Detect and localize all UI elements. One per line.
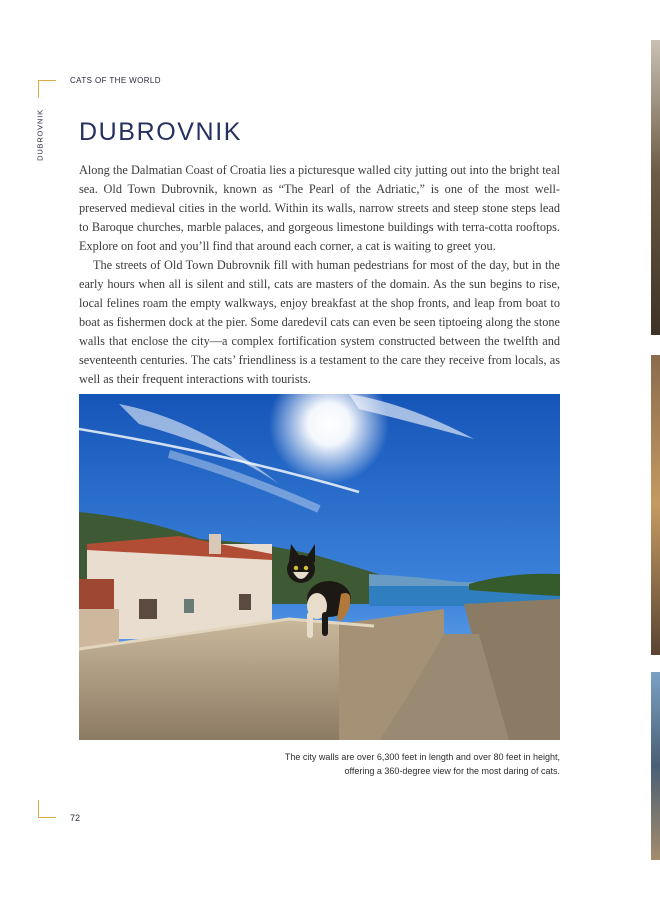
- adjacent-page-edge-3: [651, 672, 660, 860]
- corner-mark-bottom: [38, 800, 56, 818]
- paragraph-1: Along the Dalmatian Coast of Croatia lies a picturesque walled city jutting out into the bright teal sea. Old Town Dubrovnik, known as “The Pearl of the Adriatic,” is one of the most well-preserved medieval cities in the world. Within its walls, narrow streets and steep stone steps lead to Baroque churches, marble palaces, and gorgeous limestone buildings with terra-cotta rooftops. Explore on foot and you’ll find that around each corner, a cat is waiting to greet you.: [79, 163, 560, 253]
- corner-mark-top: [38, 80, 56, 98]
- side-tab-label: DUBROVNIK: [35, 109, 45, 161]
- caption-line-1: The city walls are over 6,300 feet in length and over 80 feet in height,: [284, 752, 560, 762]
- caption-line-2: offering a 360-degree view for the most daring of cats.: [344, 765, 560, 776]
- running-head: CATS OF THE WORLD: [70, 76, 161, 85]
- adjacent-page-edge-2: [651, 355, 660, 655]
- article-body: [79, 161, 560, 389]
- paragraph-2: The streets of Old Town Dubrovnik fill with human pedestrians for most of the day, but in the early hours when all is silent and still, cats are masters of the domain. As the sun begins to rise, local felines roam the empty walkways, enjoy breakfast at the shop fronts, and leap from boat to boat as fishermen dock at the pier. Some daredevil cats can even be seen tiptoeing along the stone walls that enclose the city—a complex fortification system constructed between the twelfth and seventeenth centuries. The cats’ friendliness is a testament to the care they receive from locals, as well as their frequent interactions with tourists.: [79, 258, 560, 386]
- adjacent-page-edge-1: [651, 40, 660, 335]
- city-wall-cat-photo: [79, 394, 560, 740]
- page-title: DUBROVNIK: [79, 118, 243, 146]
- photo-caption: [200, 751, 560, 778]
- page-number: 72: [70, 813, 81, 823]
